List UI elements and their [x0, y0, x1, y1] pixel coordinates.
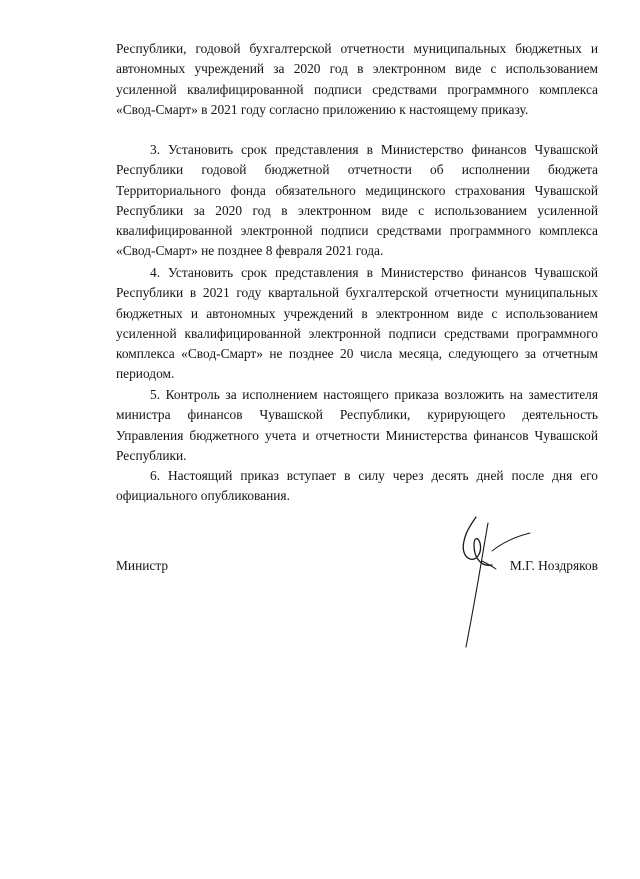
paragraph-item-6: 6. Настоящий приказ вступает в силу через десять дней после дня его официального опубликования.	[116, 468, 598, 504]
paragraph-item-3: 3. Установить срок представления в Министерство финансов Чувашской Республики годовой бюджетной отчетности об исполнении бюджета Территориального фонда обязательного медицинского страхования Чувашской Республики за 2020 год в электронном виде с использованием усиленной квалифицированной электронной подписи средствами программного комплекса «Свод-Смарт» не позднее 8 февраля 2021 года.	[116, 142, 598, 259]
paragraph-item-5: 5. Контроль за исполнением настоящего приказа возложить на заместителя министра финансов Чувашской Республики, курирующего деятельность Управления бюджетного учета и отчетности Министерства финансов Чувашской Республики.	[116, 387, 598, 463]
paragraph-item-4: 4. Установить срок представления в Министерство финансов Чувашской Республики в 2021 году квартальной бухгалтерской отчетности муниципальных бюджетных и автономных учреждений в электронном виде с использованием усиленной квалифицированной электронной подписи средствами программного комплекса «Свод-Смарт» не позднее 20 числа месяца, следующего за отчетным периодом.	[116, 265, 598, 382]
paragraph-continuation: Республики, годовой бухгалтерской отчетности муниципальных бюджетных и автономных учреждений за 2020 год в электронном виде с использованием усиленной квалифицированной подписи средствами программного комплекса «Свод-Смарт» в 2021 году согласно приложению к настоящему приказу.	[116, 41, 598, 117]
signatory-title: Министр	[116, 558, 169, 573]
handwritten-signature	[452, 515, 552, 650]
signatory-name: М.Г. Ноздряков	[509, 558, 598, 573]
